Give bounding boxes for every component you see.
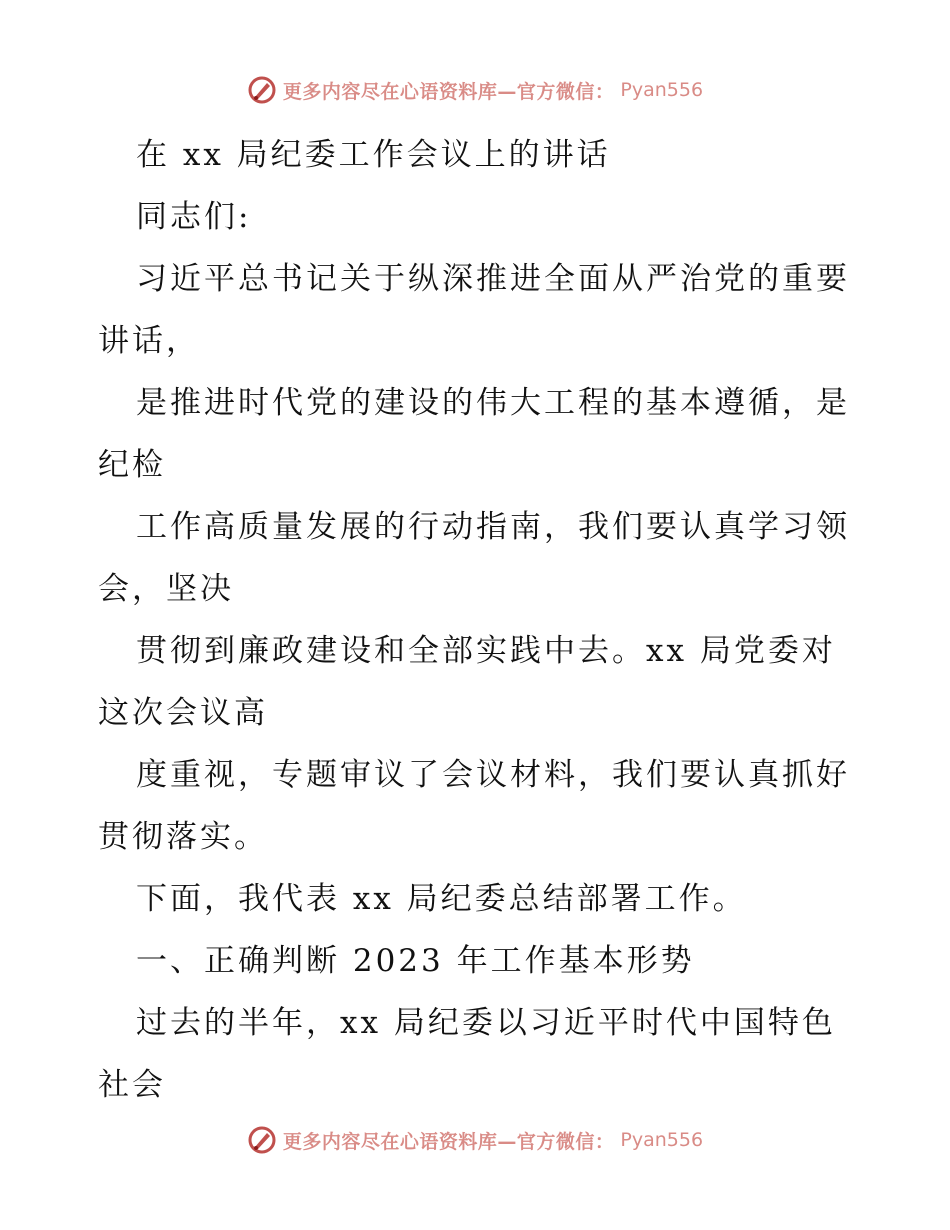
- pen-logo-icon: [247, 75, 277, 105]
- doc-line: 贯彻落实。: [98, 819, 268, 855]
- document-body: [98, 124, 858, 1116]
- watermark-text: 更多内容尽在心语资料库—官方微信：: [282, 1130, 615, 1153]
- doc-line: 是推进时代党的建设的伟大工程的基本遵循，是: [136, 385, 850, 421]
- doc-line: 一、正确判断 2023 年工作基本形势: [136, 943, 695, 979]
- doc-line: 纪检: [98, 447, 166, 483]
- watermark-contact: Pyan556: [620, 79, 704, 101]
- watermark-text: 更多内容尽在心语资料库—官方微信：: [282, 80, 615, 103]
- doc-line: 讲话，: [98, 323, 200, 359]
- doc-line: 贯彻到廉政建设和全部实践中去。xx 局党委对: [136, 633, 836, 669]
- doc-line: 同志们:: [136, 199, 252, 235]
- doc-line: 工作高质量发展的行动指南，我们要认真学习领: [136, 509, 850, 545]
- doc-line: 这次会议高: [98, 695, 268, 731]
- header-watermark: [0, 70, 950, 110]
- watermark-contact: Pyan556: [620, 1129, 704, 1151]
- doc-line: 社会: [98, 1067, 166, 1103]
- doc-line: 习近平总书记关于纵深推进全面从严治党的重要: [136, 261, 850, 297]
- doc-line: 下面，我代表 xx 局纪委总结部署工作。: [136, 881, 747, 917]
- doc-line: 过去的半年，xx 局纪委以习近平时代中国特色: [136, 1005, 836, 1041]
- doc-line: 度重视，专题审议了会议材料，我们要认真抓好: [136, 757, 850, 793]
- footer-watermark: [0, 1120, 950, 1160]
- pen-logo-icon: [247, 1125, 277, 1155]
- doc-line: 在 xx 局纪委工作会议上的讲话: [136, 137, 611, 173]
- doc-line: 会，坚决: [98, 571, 234, 607]
